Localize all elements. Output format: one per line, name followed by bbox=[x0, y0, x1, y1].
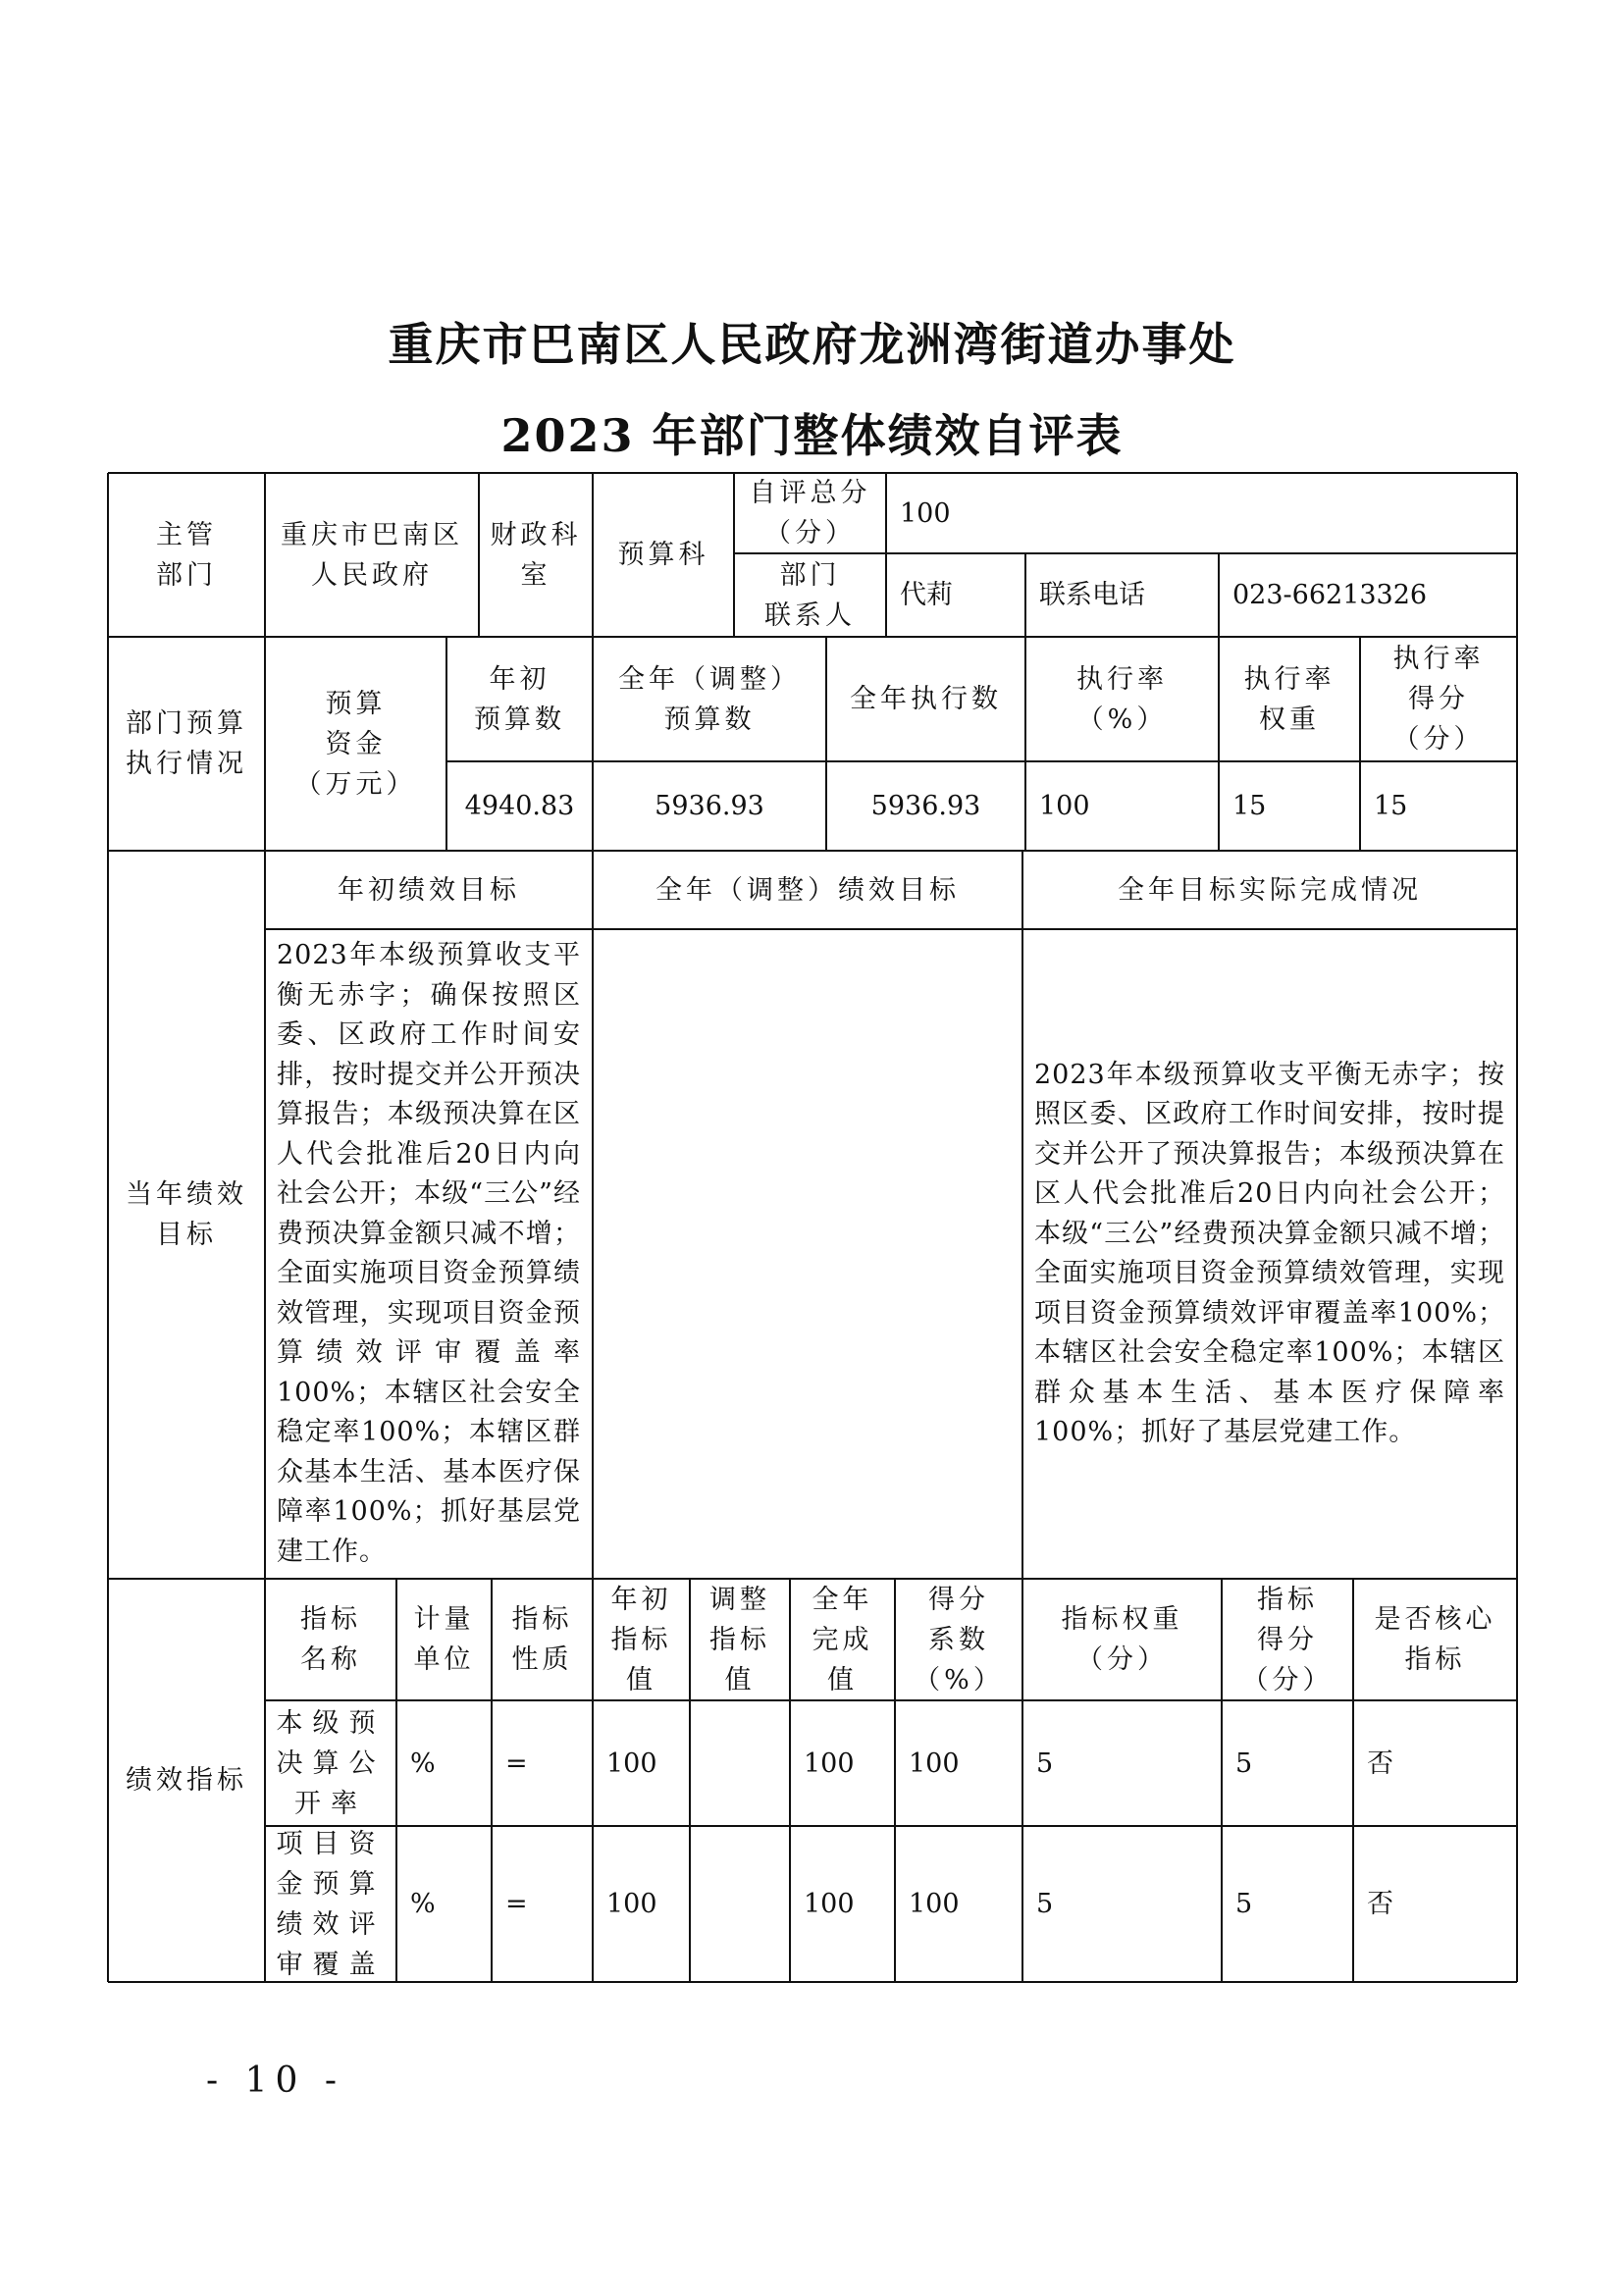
budget-section-label: 部门预算 执行情况 bbox=[126, 708, 247, 779]
goals-initial-text: 2023年本级预算收支平衡无赤字；确保按照区委、区政府工作时间安排，按时提交并公开预决算报告；本级预决算在区人代会批准后20日内向社会公开；本级“三公”经费预决算金额只减不增；全面实施项目资金预算绩效管理，实现项目资金预算绩效评审覆盖率100%；本辖区社会安全稳定率100%；本辖区群众基本生活、基本医疗保障率100%；抓好基层党建工作。 bbox=[277, 940, 581, 1567]
supervisor-value: 重庆市巴南区 人民政府 bbox=[281, 519, 463, 591]
finance-section-value: 预算科 bbox=[617, 540, 709, 570]
ind-row2-weight: 5 bbox=[1036, 1889, 1054, 1919]
budget-col-initial: 年初 预算数 bbox=[474, 663, 565, 735]
ind-row1-initial: 100 bbox=[606, 1747, 657, 1779]
budget-weight-value: 15 bbox=[1232, 791, 1267, 821]
ind-row2-nature: = bbox=[505, 1889, 528, 1919]
ind-row1-name: 本级预 决算公 开率 bbox=[276, 1707, 386, 1819]
budget-fund-label: 预算 资金 （万元） bbox=[294, 688, 417, 800]
budget-col-weight: 执行率 权重 bbox=[1243, 663, 1336, 735]
goals-section-label: 当年绩效 目标 bbox=[126, 1179, 247, 1250]
supervisor-label: 主管 部门 bbox=[156, 519, 217, 591]
ind-head-completed: 全年 完成 值 bbox=[812, 1584, 873, 1695]
ind-row1-core: 否 bbox=[1367, 1747, 1393, 1779]
ind-head-adjusted: 调整 指标 值 bbox=[709, 1584, 770, 1695]
indicators-section-label: 绩效指标 bbox=[126, 1765, 247, 1796]
contact-value: 代莉 bbox=[900, 580, 953, 610]
ind-row2-adjusted bbox=[690, 1826, 790, 1982]
ind-row2-initial: 100 bbox=[606, 1889, 657, 1919]
doc-title-line2: 2023 年部门整体绩效自评表 bbox=[500, 409, 1124, 462]
ind-row1-coef: 100 bbox=[909, 1747, 960, 1779]
finance-section-label: 财政科 室 bbox=[490, 519, 582, 591]
budget-col-executed: 全年执行数 bbox=[850, 684, 1002, 714]
ind-row1-score: 5 bbox=[1235, 1747, 1253, 1779]
contact-label: 部门 联系人 bbox=[764, 559, 856, 631]
ind-head-core: 是否核心 指标 bbox=[1374, 1604, 1496, 1675]
goals-col-initial: 年初绩效目标 bbox=[338, 874, 520, 906]
phone-label: 联系电话 bbox=[1039, 580, 1145, 610]
self-score-value: 100 bbox=[900, 497, 951, 529]
ind-row1-weight: 5 bbox=[1036, 1747, 1054, 1779]
goals-col-actual: 全年目标实际完成情况 bbox=[1118, 874, 1422, 906]
budget-initial-value: 4940.83 bbox=[464, 791, 575, 821]
ind-head-coef: 得分 系数 （%） bbox=[914, 1584, 1004, 1695]
budget-rate-value: 100 bbox=[1039, 791, 1090, 821]
ind-row2-name: 项目资 金预算 绩效评 审覆盖 bbox=[276, 1828, 386, 1980]
budget-col-adjusted: 全年（调整） 预算数 bbox=[618, 663, 801, 735]
ind-head-name: 指标 名称 bbox=[300, 1604, 361, 1675]
self-score-label: 自评总分 （分） bbox=[749, 478, 871, 548]
budget-executed-value: 5936.93 bbox=[870, 791, 981, 821]
ind-head-weight: 指标权重 （分） bbox=[1061, 1604, 1183, 1675]
budget-col-score: 执行率 得分 （分） bbox=[1392, 644, 1485, 755]
ind-head-nature: 指标 性质 bbox=[511, 1604, 573, 1675]
ind-row2-completed: 100 bbox=[804, 1889, 855, 1919]
ind-head-score: 指标 得分 （分） bbox=[1241, 1584, 1334, 1695]
budget-col-rate: 执行率 （%） bbox=[1076, 663, 1168, 735]
ind-row2-core: 否 bbox=[1367, 1889, 1393, 1919]
ind-head-initial: 年初 指标 值 bbox=[610, 1584, 672, 1695]
budget-score-value: 15 bbox=[1374, 791, 1408, 821]
evaluation-table bbox=[108, 473, 1517, 1982]
goals-col-adjusted: 全年（调整）绩效目标 bbox=[655, 874, 960, 906]
goals-actual-text: 2023年本级预算收支平衡无赤字；按照区委、区政府工作时间安排，按时提交并公开了预决算报告；本级预决算在区人代会批准后20日内向社会公开；本级“三公”经费预决算金额只减不增；全面实施项目资金预算绩效管理，实现项目资金预算绩效评审覆盖率100%；本辖区社会安全稳定率100%；本辖区群众基本生活、基本医疗保障率100%；抓好了基层党建工作。 bbox=[1034, 1059, 1505, 1447]
ind-row2-score: 5 bbox=[1235, 1889, 1253, 1919]
phone-value: 023-66213326 bbox=[1232, 580, 1428, 610]
ind-row2-unit: % bbox=[410, 1889, 436, 1919]
ind-row1-nature: = bbox=[505, 1747, 528, 1779]
ind-row1-completed: 100 bbox=[804, 1747, 855, 1779]
ind-row1-adjusted bbox=[690, 1700, 790, 1826]
page-number: - 10 - bbox=[206, 2060, 345, 2101]
ind-row2-coef: 100 bbox=[909, 1889, 960, 1919]
budget-adjusted-value: 5936.93 bbox=[655, 791, 764, 821]
ind-row1-unit: % bbox=[410, 1747, 436, 1779]
doc-title-line1: 重庆市巴南区人民政府龙洲湾街道办事处 bbox=[388, 318, 1236, 371]
ind-head-unit: 计量 单位 bbox=[413, 1604, 475, 1675]
goals-adjusted-text bbox=[593, 929, 1022, 1579]
